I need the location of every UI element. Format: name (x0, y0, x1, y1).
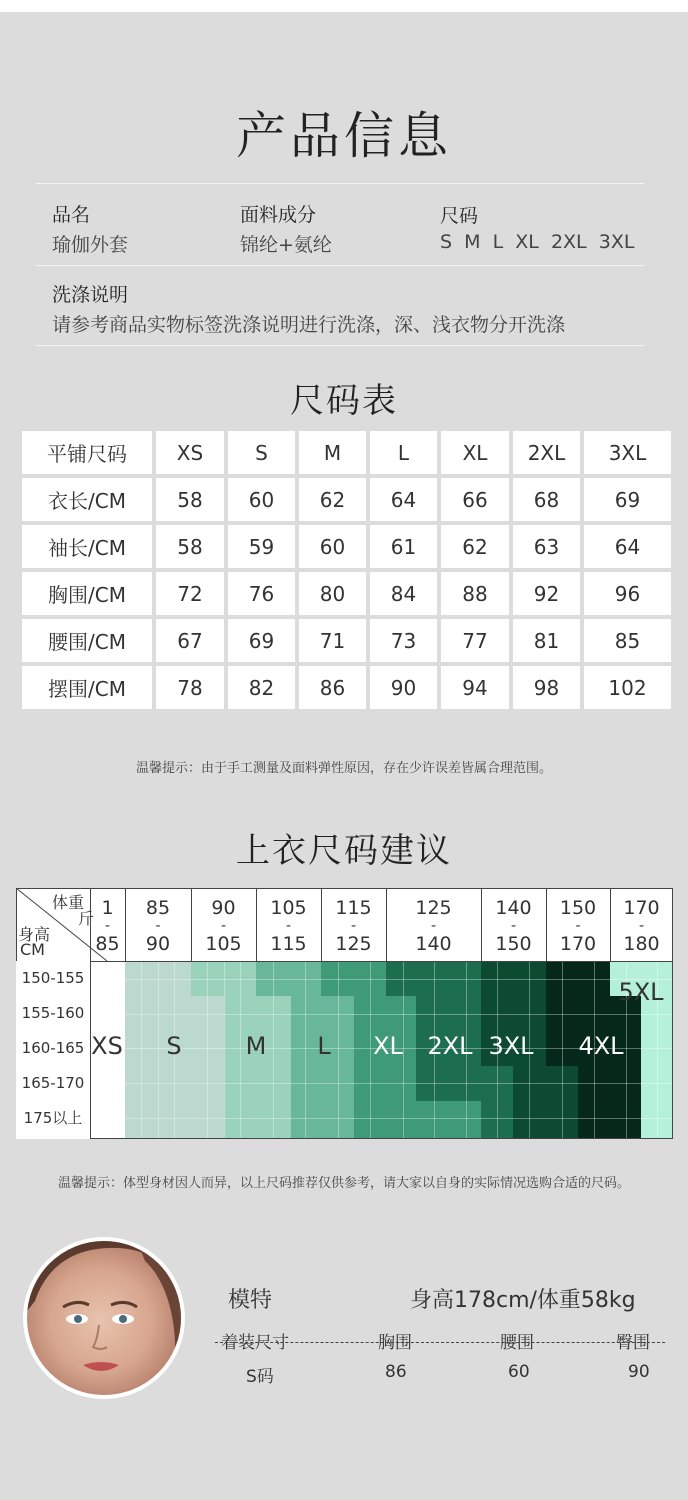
size-table-cell: 66 (441, 478, 509, 521)
weight-range-dash: - (155, 918, 161, 934)
grid-line (562, 961, 563, 1139)
size-table-cell: 64 (370, 478, 437, 521)
weight-range-dash: - (220, 918, 227, 934)
fabric-label: 面料成分 (240, 204, 317, 226)
size-table-cell: 59 (228, 525, 295, 568)
size-label-5xl: 5XL (618, 978, 664, 1006)
model-value-size: S码 (246, 1367, 274, 1387)
height-range-label: 165-170 (16, 1066, 90, 1101)
size-label-3xl: 3XL (488, 1032, 534, 1060)
size-table-corner: 平铺尺码 (22, 431, 152, 474)
size-label-xl: XL (373, 1032, 403, 1060)
size-label-s: S (166, 1032, 182, 1060)
size-table-header-cell: M (299, 431, 366, 474)
corner-unit: 斤 (78, 909, 95, 928)
weight-range-top: 115 (335, 897, 372, 919)
weight-range-header (90, 897, 125, 955)
weight-range-bottom: 105 (205, 933, 242, 955)
divider (36, 183, 644, 184)
name-value: 瑜伽外套 (52, 234, 129, 256)
table-border (16, 1138, 673, 1139)
grid-line (207, 961, 208, 1139)
model-avatar (23, 1237, 185, 1399)
corner-cm: CM (20, 940, 45, 959)
weight-range-bottom: 85 (95, 933, 120, 955)
size-table-cell: 63 (513, 525, 580, 568)
weight-range-header (321, 897, 386, 955)
wash-label: 洗涤说明 (52, 284, 129, 306)
size-table-header-cell: L (370, 431, 437, 474)
recommendation-title: 上衣尺码建议 (236, 831, 452, 871)
weight-range-header (481, 897, 546, 955)
weight-range-bottom: 125 (335, 933, 372, 955)
size-table-header-cell: 3XL (584, 431, 671, 474)
weight-range-header (546, 897, 610, 955)
weight-range-header (386, 897, 481, 955)
size-table-cell: 73 (370, 619, 437, 662)
weight-range-top: 150 (559, 897, 597, 919)
size-table-cell: 82 (228, 666, 295, 709)
weight-range-dash: - (575, 918, 581, 934)
weight-range-header (191, 897, 256, 955)
weight-range-top: 1 (101, 897, 114, 919)
size-label-4xl: 4XL (578, 1032, 624, 1060)
weight-range-bottom: 115 (270, 933, 307, 955)
size-table-cell: 62 (299, 478, 366, 521)
height-range-label: 160-165 (16, 1031, 90, 1066)
size-table-row-label: 衣长/CM (22, 478, 152, 521)
weight-range-top: 85 (145, 897, 171, 919)
size-table-cell: 80 (299, 572, 366, 615)
size-table-cell: 77 (441, 619, 509, 662)
weight-range-dash: - (638, 918, 645, 934)
size-table-cell: 68 (513, 478, 580, 521)
recommendation-note: 温馨提示：体型身材因人而异，以上尺码推荐仅供参考，请大家以自身的实际情况选购合适的尺码。 (57, 1176, 630, 1191)
size-table-cell: 86 (299, 666, 366, 709)
weight-range-top: 90 (211, 897, 236, 919)
weight-range-dash: - (104, 918, 111, 934)
recommendation-table (16, 888, 673, 1139)
size-zone-xl (416, 1101, 450, 1139)
grid-line (141, 961, 142, 1139)
size-table-cell: 71 (299, 619, 366, 662)
size-table-cell: 72 (156, 572, 224, 615)
model-label: 模特 (228, 1288, 273, 1313)
size-table-cell: 62 (441, 525, 509, 568)
size-table-cell: 88 (441, 572, 509, 615)
size-table-cell: 69 (228, 619, 295, 662)
size-table-cell: 76 (228, 572, 295, 615)
weight-range-bottom: 140 (415, 933, 452, 955)
table-border (16, 888, 673, 889)
grid-line (90, 1014, 673, 1015)
model-stats: 身高178cm/体重58kg (410, 1288, 636, 1313)
size-table-cell: 92 (513, 572, 580, 615)
size-table-cell: 60 (228, 478, 295, 521)
size-value: S M L XL 2XL 3XL (440, 231, 635, 253)
size-label-m: M (245, 1032, 267, 1060)
divider (36, 345, 644, 346)
model-value-chest: 86 (385, 1362, 407, 1382)
size-table-title: 尺码表 (290, 381, 398, 421)
size-table-cell: 98 (513, 666, 580, 709)
size-table-row-label: 胸围/CM (22, 572, 152, 615)
model-header-hip: 臀围 (616, 1333, 650, 1353)
model-header-waist: 腰围 (500, 1333, 534, 1353)
product-info-title: 产品信息 (236, 107, 452, 165)
fabric-value: 锦纶+氨纶 (240, 234, 332, 256)
size-table-cell: 64 (584, 525, 671, 568)
weight-range-header (125, 897, 191, 955)
model-header-chest: 胸围 (378, 1333, 412, 1353)
corner-height: 身高 (18, 925, 51, 944)
corner-weight: 体重 (52, 893, 85, 912)
name-label: 品名 (52, 204, 91, 226)
weight-range-header (256, 897, 321, 955)
model-face-illustration (27, 1241, 181, 1395)
size-table-cell: 60 (299, 525, 366, 568)
size-table-cell: 61 (370, 525, 437, 568)
divider (36, 265, 644, 266)
size-table-cell: 67 (156, 619, 224, 662)
size-label-l: L (317, 1032, 331, 1060)
size-table-cell: 81 (513, 619, 580, 662)
weight-range-bottom: 150 (495, 933, 532, 955)
model-divider (215, 1342, 665, 1343)
model-value-hip: 90 (628, 1362, 650, 1382)
height-range-label: 150-155 (16, 961, 90, 996)
weight-range-top: 170 (623, 897, 660, 919)
weight-range-bottom: 170 (559, 933, 597, 955)
size-table-cell: 58 (156, 525, 224, 568)
height-range-label: 175以上 (16, 1101, 90, 1139)
size-table-cell: 85 (584, 619, 671, 662)
size-table-cell: 94 (441, 666, 509, 709)
size-table-cell: 84 (370, 572, 437, 615)
weight-range-top: 105 (270, 897, 307, 919)
size-table-cell: 58 (156, 478, 224, 521)
size-table-row-label: 摆围/CM (22, 666, 152, 709)
weight-range-dash: - (430, 918, 437, 934)
weight-range-top: 125 (415, 897, 452, 919)
size-label-xs: XS (91, 1032, 123, 1060)
size-table-row-label: 腰围/CM (22, 619, 152, 662)
model-header-size: 着装尺寸 (221, 1333, 289, 1353)
weight-range-dash: - (350, 918, 357, 934)
height-range-label: 155-160 (16, 996, 90, 1031)
size-table-cell: 102 (584, 666, 671, 709)
weight-range-dash: - (510, 918, 517, 934)
grid-line (90, 1083, 673, 1084)
size-table-cell: 96 (584, 572, 671, 615)
size-table-cell: 69 (584, 478, 671, 521)
weight-range-bottom: 180 (623, 933, 660, 955)
table-border (16, 961, 673, 962)
size-table-cell: 78 (156, 666, 224, 709)
size-label-2xl: 2XL (427, 1032, 473, 1060)
grid-line (90, 979, 673, 980)
size-table-header-cell: XS (156, 431, 224, 474)
wash-value: 请参考商品实物标签洗涤说明进行洗涤，深、浅衣物分开洗涤 (52, 314, 566, 336)
weight-range-top: 140 (495, 897, 532, 919)
size-table-header-cell: XL (441, 431, 509, 474)
weight-range-dash: - (285, 918, 292, 934)
model-value-waist: 60 (508, 1362, 530, 1382)
size-table-cell: 90 (370, 666, 437, 709)
weight-range-header (610, 897, 673, 955)
size-table-note: 温馨提示：由于手工测量及面料弹性原因，存在少许误差皆属合理范围。 (135, 761, 552, 776)
size-label: 尺码 (440, 205, 479, 227)
weight-range-bottom: 90 (145, 933, 171, 955)
grid-line (224, 961, 225, 1139)
size-table-header-cell: S (228, 431, 295, 474)
size-table-row-label: 袖长/CM (22, 525, 152, 568)
grid-line (90, 1118, 673, 1119)
size-table-header-cell: 2XL (513, 431, 580, 474)
